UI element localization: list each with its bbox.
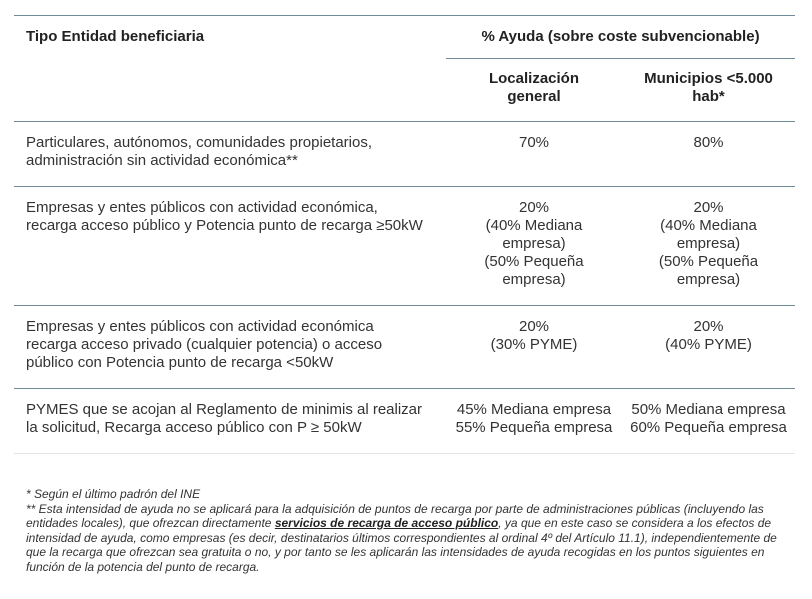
table-row bbox=[14, 389, 795, 454]
general-cell: 70% bbox=[446, 122, 622, 187]
footnote-public-administrations: ** Esta intensidad de ayuda no se aplicará para la adquisición de puntos de recarga por parte de administraciones públicas (incluyendo las entidades locales), que ofrezcan directamente servicios de recarga de acceso público, ya que en este caso se considera a los efectos de intensidad de ayuda, como empresas (es decir, destinatarios últimos correspondientes al ordinal 4º del Artículo 11.1), independientemente de que la recarga que ofrezcan sea gratuita o no, y por tanto se les aplicarán las intensidades de ayuda recogidas en los puntos siguientes en función de la potencia del punto de recarga. bbox=[26, 501, 777, 574]
entity-cell: PYMES que se acojan al Reglamento de minimis al realizar la solicitud, Recarga acceso público con P ≥ 50kW bbox=[14, 389, 446, 454]
aid-intensity-table bbox=[14, 15, 795, 454]
footnote-ine: * Según el último padrón del INE bbox=[26, 487, 201, 501]
table-row bbox=[14, 122, 795, 187]
general-cell: 20% (40% Mediana empresa) (50% Pequeña empresa) bbox=[446, 187, 622, 306]
table-row bbox=[14, 187, 795, 306]
entity-cell: Empresas y entes públicos con actividad económica recarga acceso privado (cualquier potencia) o acceso público con Potencia punto de recarga <50kW bbox=[14, 306, 446, 389]
table-row bbox=[14, 306, 795, 389]
aid-table-container bbox=[14, 15, 795, 454]
subheader-small-municipalities: Municipios <5.000 hab* bbox=[644, 70, 773, 105]
subheader-general-location: Localización general bbox=[488, 70, 580, 105]
header-entity-type: Tipo Entidad beneficiaria bbox=[14, 16, 446, 122]
footnotes bbox=[26, 487, 778, 574]
municipios-cell: 20% (40% Mediana empresa) (50% Pequeña empresa) bbox=[622, 187, 795, 306]
public-charging-services-link[interactable]: servicios de recarga de acceso público bbox=[274, 516, 499, 530]
entity-cell: Particulares, autónomos, comunidades propietarios, administración sin actividad económica** bbox=[14, 122, 446, 187]
general-cell: 20% (30% PYME) bbox=[446, 306, 622, 389]
header-aid-percentage: % Ayuda (sobre coste subvencionable) bbox=[446, 16, 795, 59]
entity-cell: Empresas y entes públicos con actividad económica, recarga acceso público y Potencia punto de recarga ≥50kW bbox=[14, 187, 446, 306]
municipios-cell: 20% (40% PYME) bbox=[622, 306, 795, 389]
municipios-cell: 50% Mediana empresa 60% Pequeña empresa bbox=[622, 389, 795, 454]
municipios-cell: 80% bbox=[622, 122, 795, 187]
general-cell: 45% Mediana empresa 55% Pequeña empresa bbox=[446, 389, 622, 454]
